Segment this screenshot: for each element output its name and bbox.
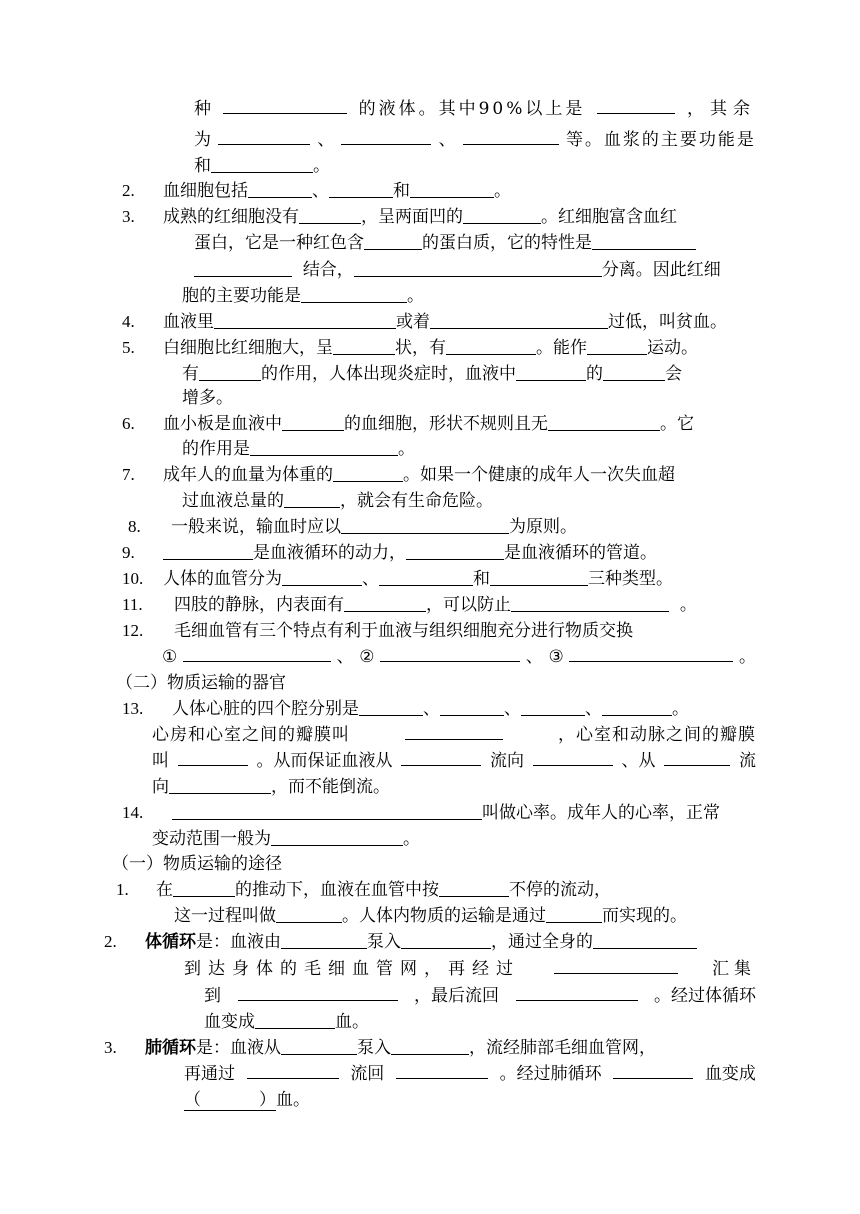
blank[interactable] [218, 127, 310, 145]
q13-line-1 [172, 696, 689, 722]
blank[interactable] [533, 748, 613, 766]
text: 心房和心室之间的瓣膜叫 [152, 725, 350, 745]
blank[interactable] [282, 413, 344, 431]
text: 。 [398, 439, 415, 459]
text: 汇集 [712, 959, 756, 979]
text: 是：血液从 [196, 1038, 281, 1058]
text: 人体的血管分为 [163, 569, 282, 589]
q13-line-3 [152, 748, 756, 774]
blank[interactable] [516, 363, 586, 381]
blank[interactable] [401, 931, 491, 949]
q7-line-1 [163, 462, 675, 488]
blank[interactable] [183, 644, 331, 662]
q4-line [163, 309, 727, 335]
text: 血。 [276, 1090, 310, 1110]
bracket-blank[interactable] [184, 1090, 276, 1111]
q8-line [171, 514, 577, 540]
blank[interactable] [613, 1061, 693, 1079]
question-number: 14. [122, 803, 144, 822]
text: 毛细血管有三个特点有利于血液与组织细胞充分进行物质交换 [174, 621, 633, 641]
section-heading: （二）物质运输的器官 [116, 673, 286, 693]
question-number: 12. [122, 621, 144, 640]
text: 在 [156, 880, 173, 900]
text: 。如果一个健康的成年人一次失血超 [403, 465, 675, 485]
text: 。 [313, 156, 330, 176]
blank[interactable] [301, 285, 407, 303]
q11-line [174, 592, 697, 618]
q12-line-2 [162, 644, 756, 670]
question-number: 11. [122, 595, 143, 614]
text: 为 [194, 130, 211, 150]
blank[interactable] [284, 490, 340, 508]
text: 向 [152, 777, 169, 797]
blank[interactable] [211, 155, 313, 173]
blank[interactable] [173, 879, 235, 897]
blank[interactable] [430, 311, 608, 329]
blank[interactable] [439, 879, 509, 897]
text: 血细胞包括 [163, 181, 248, 201]
blank[interactable] [405, 722, 503, 740]
blank[interactable] [333, 337, 395, 355]
text: 胞的主要功能是 [182, 286, 301, 306]
text: 四肢的静脉，内表面有 [174, 595, 344, 615]
q1-line-3 [194, 153, 330, 179]
question-number: 5. [122, 338, 135, 357]
blank[interactable] [401, 748, 481, 766]
text: 流向 [490, 751, 524, 771]
text: 。能作 [536, 338, 587, 358]
question-number: 2. [122, 181, 135, 200]
blank[interactable] [344, 594, 426, 612]
p2-line-3 [204, 983, 756, 1009]
text: 、从 [621, 751, 656, 771]
blank[interactable] [446, 337, 536, 355]
q3-line-2 [194, 230, 696, 256]
term: 肺循环 [145, 1038, 196, 1058]
text: ，心室和动脉之间的瓣膜 [558, 725, 756, 745]
blank[interactable] [248, 180, 312, 198]
question-number: 10. [122, 569, 144, 588]
text: 。 [679, 595, 697, 615]
blank[interactable] [410, 180, 494, 198]
p3-line-3 [184, 1087, 310, 1113]
text: 结合， [302, 260, 354, 280]
text: 。经过体循环 [654, 986, 756, 1006]
blank[interactable] [276, 905, 342, 923]
text: 、 [336, 647, 354, 667]
q3-line-3 [194, 257, 721, 283]
text: ，流经肺部毛细血管网， [469, 1038, 656, 1058]
blank[interactable] [247, 1061, 339, 1079]
q5-line-1 [163, 335, 698, 361]
text: 运动。 [647, 338, 698, 358]
text: 、 [438, 130, 456, 150]
text: ，可以防止 [426, 595, 511, 615]
blank[interactable] [593, 931, 697, 949]
text: 和 [194, 156, 211, 176]
blank[interactable] [359, 698, 423, 716]
text: ③ [548, 647, 564, 667]
text: 、 [525, 647, 543, 667]
text: 一般来说，输血时应以 [171, 517, 341, 537]
blank[interactable] [282, 568, 362, 586]
blank[interactable] [281, 1037, 357, 1055]
question-number: 9. [122, 543, 135, 562]
text: 、 [423, 699, 440, 719]
text: 。红细胞富含血红 [541, 207, 677, 227]
text: 的蛋白质，它的特性是 [422, 233, 592, 253]
blank[interactable] [172, 802, 482, 820]
blank[interactable] [463, 206, 541, 224]
question-number: 1. [116, 880, 129, 899]
q1-line-1 [194, 96, 756, 122]
blank[interactable] [463, 127, 559, 145]
blank[interactable] [554, 956, 678, 974]
text: ，呈两面凹的 [361, 207, 463, 227]
blank[interactable] [364, 232, 422, 250]
question-number: 8. [128, 517, 141, 536]
text: 血变成 [704, 1064, 756, 1084]
text: 流 [739, 751, 756, 771]
text: 的推动下，血液在血管中按 [235, 880, 439, 900]
blank[interactable] [440, 698, 504, 716]
q6-line-2 [182, 436, 415, 462]
question-number: 6. [122, 414, 135, 433]
text: 的液体。其中90%以上是 [358, 99, 586, 119]
text: 成熟的红细胞没有 [163, 207, 299, 227]
text: 过低，叫贫血。 [608, 312, 727, 332]
blank[interactable] [199, 363, 261, 381]
blank[interactable] [664, 748, 730, 766]
question-number: 3. [122, 207, 135, 226]
blank[interactable] [391, 1037, 469, 1055]
q7-line-2 [182, 488, 493, 514]
text: 。 [672, 699, 689, 719]
text: 会 [665, 364, 682, 384]
text: 到 [204, 986, 221, 1006]
q12-line-1 [174, 618, 633, 644]
blank[interactable] [597, 96, 675, 114]
text: 血液里 [163, 312, 214, 332]
blank[interactable] [163, 542, 253, 560]
blank[interactable] [396, 1061, 488, 1079]
text: 不停的流动， [509, 880, 611, 900]
text: 泵入 [367, 932, 401, 952]
text: 增多。 [182, 388, 233, 408]
blank[interactable] [406, 542, 504, 560]
blank[interactable] [490, 568, 588, 586]
q14-line-1 [172, 800, 720, 826]
text: ，其余 [686, 99, 756, 119]
blank[interactable] [194, 259, 292, 277]
text: 。 [739, 647, 756, 667]
text: 是血液循环的动力， [253, 543, 406, 563]
blank[interactable] [548, 413, 660, 431]
text: 分离。因此红细 [601, 260, 721, 280]
blank[interactable] [281, 931, 367, 949]
blank[interactable] [271, 828, 403, 846]
q9-line [163, 540, 657, 566]
text: 变动范围一般为 [152, 829, 271, 849]
text: ，就会有生命危险。 [340, 491, 493, 511]
question-number: 4. [122, 312, 135, 331]
text: ，而不能倒流。 [271, 777, 390, 797]
blank[interactable] [511, 594, 669, 612]
text: （ [184, 1090, 201, 1110]
text: 而实现的。 [602, 906, 687, 926]
blank[interactable] [569, 644, 733, 662]
question-number: 13. [122, 699, 144, 718]
blank[interactable] [250, 438, 398, 456]
blank[interactable] [169, 776, 271, 794]
text: 。经过肺循环 [499, 1064, 602, 1084]
q2-line [163, 178, 511, 204]
blank[interactable] [255, 1011, 335, 1029]
text: ① [162, 647, 178, 667]
text: 和 [473, 569, 490, 589]
p2-line-4 [204, 1009, 369, 1035]
p1-line-2 [174, 903, 687, 929]
q13-line-4 [152, 774, 390, 800]
p2-line-2 [184, 956, 756, 982]
text: 和 [393, 181, 410, 201]
text: 是血液循环的管道。 [504, 543, 657, 563]
text: 的血细胞，形状不规则且无 [344, 414, 548, 434]
text: 是：血液由 [196, 932, 281, 952]
text: 状，有 [395, 338, 446, 358]
text: 到达身体的毛细血管网，再经过 [184, 959, 520, 979]
blank[interactable] [178, 748, 248, 766]
q3-line-1 [163, 204, 677, 230]
q3-line-4 [182, 283, 424, 309]
text: ② [359, 647, 375, 667]
text: 泵入 [357, 1038, 391, 1058]
text: 蛋白，它是一种红色含 [194, 233, 364, 253]
p3-line-2 [184, 1061, 756, 1087]
p2-line-1 [145, 929, 697, 955]
text: 的作用，人体出现炎症时，血液中 [261, 364, 516, 384]
blank[interactable] [341, 127, 431, 145]
text: 过血液总量的 [182, 491, 284, 511]
p3-line-1 [145, 1035, 656, 1061]
text: 叫做心率。成年人的心率，正常 [482, 803, 720, 823]
text: 。它 [660, 414, 694, 434]
text: 、 [362, 569, 379, 589]
text: 。 [407, 286, 424, 306]
text: 白细胞比红细胞大，呈 [163, 338, 333, 358]
blank[interactable] [333, 464, 403, 482]
text: 的作用是 [182, 439, 250, 459]
text: 、 [317, 130, 335, 150]
blank[interactable] [354, 259, 602, 277]
blank[interactable] [587, 337, 647, 355]
blank[interactable] [238, 983, 398, 1001]
text: 或着 [396, 312, 430, 332]
q10-line [163, 566, 673, 592]
q6-line-1 [163, 411, 694, 437]
text: 等。血浆的主要功能是 [565, 130, 756, 150]
text: ） [259, 1090, 276, 1110]
q13-line-2 [152, 722, 756, 748]
text: 叫 [152, 751, 169, 771]
text: 。人体内物质的运输是通过 [342, 906, 546, 926]
text: 血。 [335, 1012, 369, 1032]
question-number: 2. [104, 932, 117, 951]
blank[interactable] [341, 516, 509, 534]
text: 有 [182, 364, 199, 384]
blank[interactable] [380, 644, 520, 662]
text: ，通过全身的 [491, 932, 593, 952]
blank[interactable] [592, 232, 696, 250]
text: 这一过程叫做 [174, 906, 276, 926]
blank[interactable] [546, 905, 602, 923]
blank[interactable] [602, 698, 672, 716]
text: 血变成 [204, 1012, 255, 1032]
blank[interactable] [214, 311, 396, 329]
q5-line-2 [182, 361, 682, 387]
text: 、 [585, 699, 602, 719]
q5-line-3 [182, 385, 233, 411]
text: 流回 [350, 1064, 385, 1084]
text: 。从而保证血液从 [256, 751, 393, 771]
q14-line-2 [152, 826, 420, 852]
q1-line-2 [194, 127, 756, 153]
text: 种 [194, 99, 211, 119]
blank[interactable] [603, 363, 665, 381]
text: ，最后流回 [414, 986, 499, 1006]
text: 。 [494, 181, 511, 201]
blank[interactable] [223, 96, 347, 114]
text: 。 [403, 829, 420, 849]
blank[interactable] [379, 568, 473, 586]
blank[interactable] [521, 698, 585, 716]
text: 为原则。 [509, 517, 577, 537]
text: 再通过 [184, 1064, 235, 1084]
question-number: 3. [104, 1038, 117, 1057]
text: 、 [504, 699, 521, 719]
blank[interactable] [299, 206, 361, 224]
text: 、 [312, 181, 329, 201]
text: 成年人的血量为体重的 [163, 465, 333, 485]
text: 血小板是血液中 [163, 414, 282, 434]
text: 人体心脏的四个腔分别是 [172, 699, 359, 719]
blank[interactable] [329, 180, 393, 198]
text: 三种类型。 [588, 569, 673, 589]
p1-line-1 [156, 877, 611, 903]
section-heading: （一）物质运输的途径 [112, 854, 282, 874]
text: 的 [586, 364, 603, 384]
blank[interactable] [516, 983, 638, 1001]
question-number: 7. [122, 465, 135, 484]
term: 体循环 [145, 932, 196, 952]
